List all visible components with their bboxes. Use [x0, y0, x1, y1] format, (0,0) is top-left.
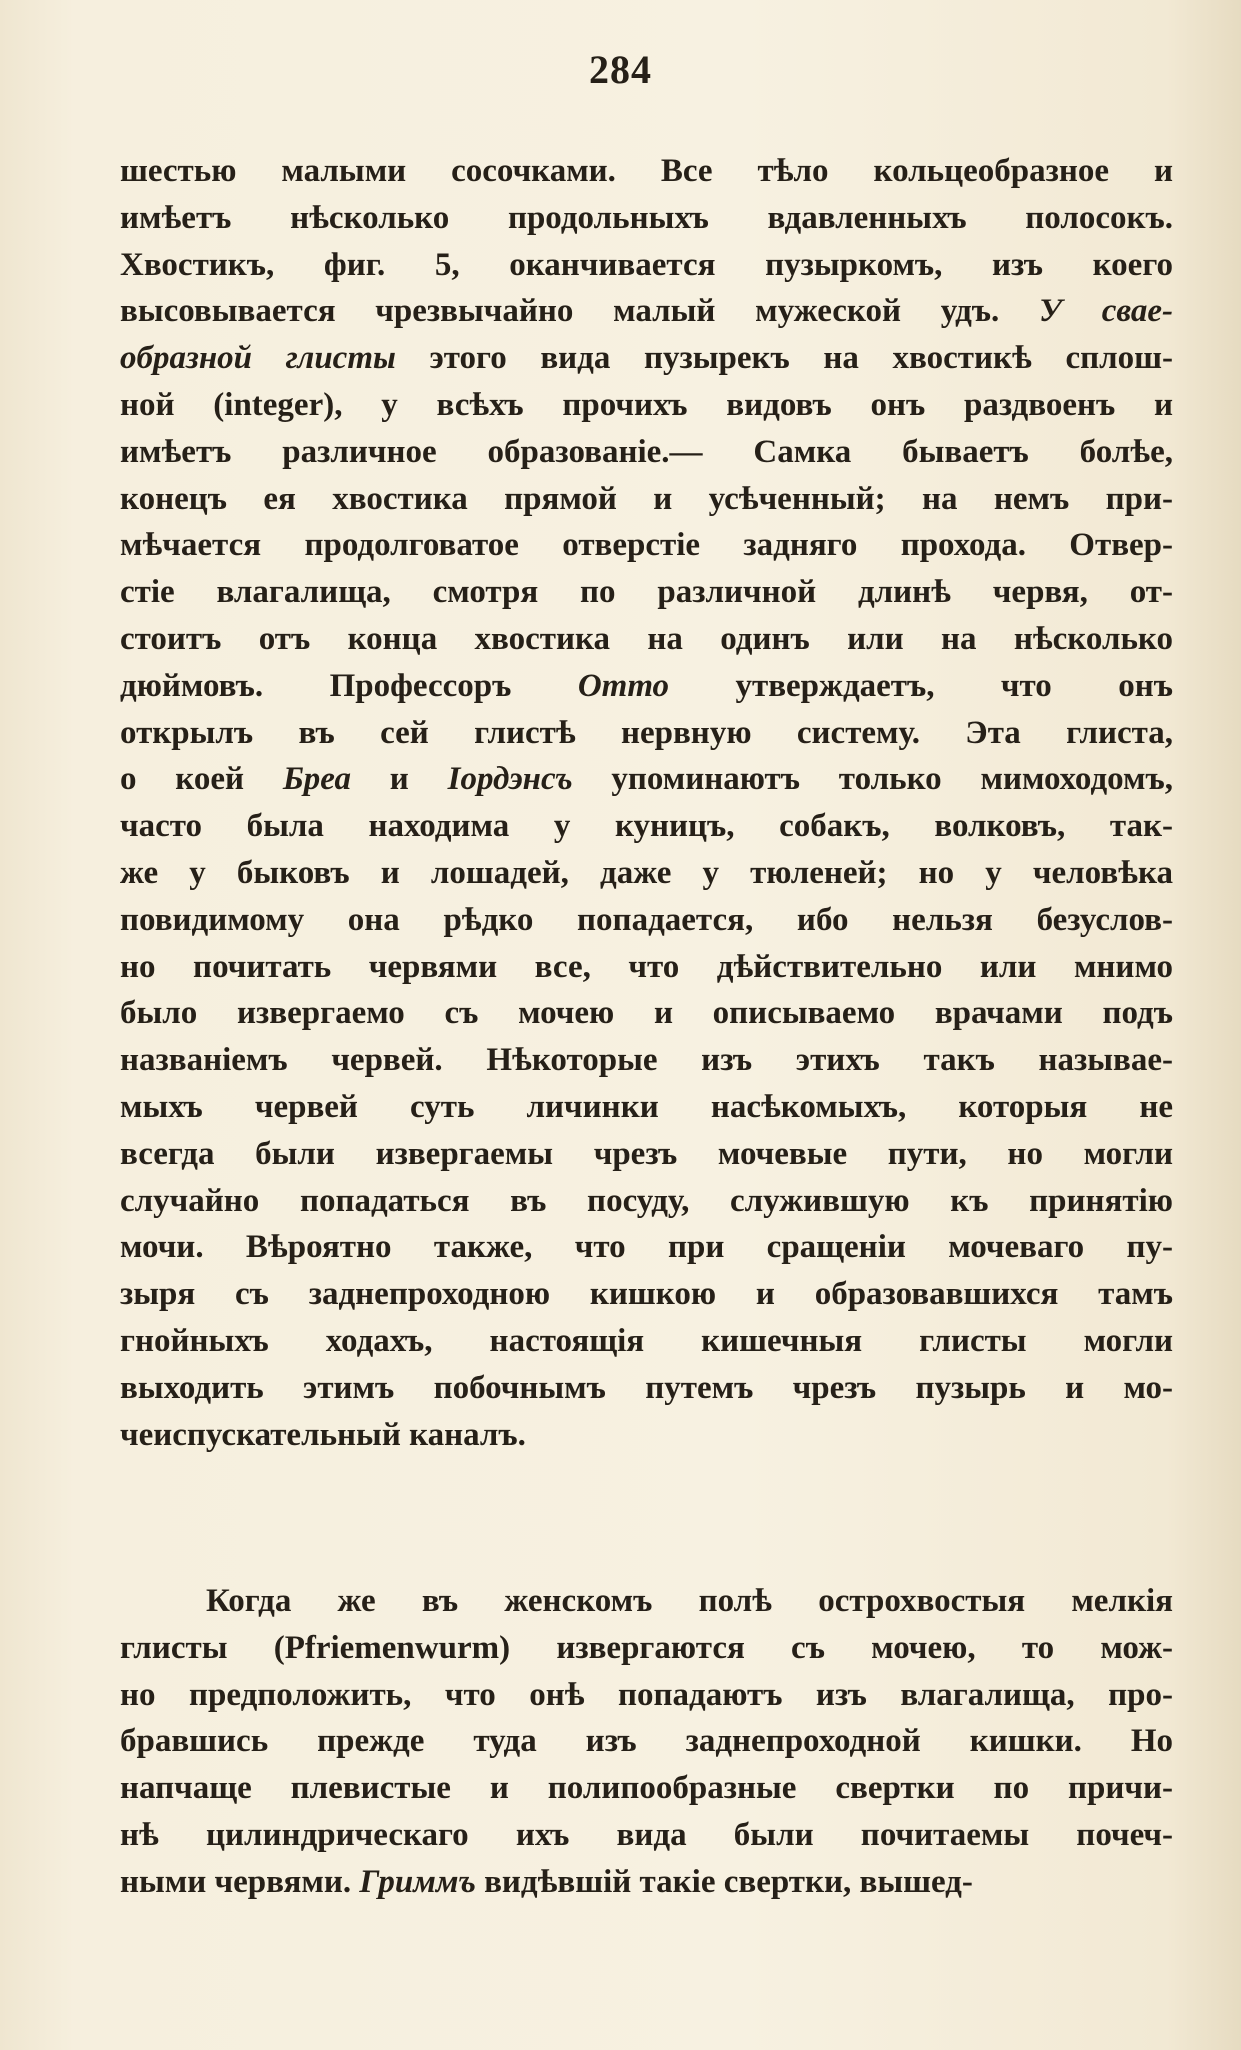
text-segment: нѣ цилиндрическаго ихъ вида были почитаемы почеч-	[120, 1816, 1173, 1853]
italic-name: Бреа	[282, 761, 352, 798]
text-segment: высовывается чрезвычайно малый мужеской удъ.	[120, 293, 1040, 330]
text-line	[120, 1224, 1173, 1271]
text-segment: зыря съ заднепроходною кишкою и образовавшихся тамъ	[120, 1276, 1173, 1313]
text-segment: шестью малыми сосочками. Все тѣло кольцеобразное и	[120, 153, 1173, 189]
text-line	[120, 195, 1173, 242]
text-line	[120, 1178, 1173, 1225]
text-line	[120, 242, 1173, 289]
text-line	[120, 569, 1173, 616]
text-line	[120, 850, 1173, 897]
paragraph	[120, 1578, 1173, 1906]
text-line	[120, 1578, 1173, 1625]
text-line	[120, 897, 1173, 944]
text-segment: дюймовъ. Профессоръ	[120, 667, 578, 704]
text-segment: повидимому она рѣдко попадается, ибо нельзя безуслов-	[120, 901, 1173, 938]
text-segment: мочи. Вѣроятно также, что при сращеніи мочеваго пу-	[120, 1229, 1173, 1266]
italic-name: Iордэнсъ	[447, 761, 573, 798]
text-segment: ной (integer), у всѣхъ прочихъ видовъ онъ раздвоенъ и	[120, 386, 1173, 423]
text-segment: было извергаемо съ мочею и описываемо врачами подъ	[120, 995, 1173, 1032]
text-line	[120, 1365, 1173, 1412]
text-segment: названіемъ червей. Нѣкоторые изъ этихъ такъ называе-	[120, 1042, 1173, 1079]
text-segment: конецъ ея хвостика прямой и усѣченный; на немъ при-	[120, 480, 1173, 517]
text-line	[120, 1037, 1173, 1084]
text-segment: упоминаютъ только мимоходомъ,	[572, 761, 1174, 798]
text-segment: но предположить, что онѣ попадаютъ изъ влагалища, про-	[120, 1676, 1173, 1713]
text-line	[120, 1271, 1173, 1318]
text-line	[120, 288, 1173, 335]
text-segment: этого вида пузырекъ на хвостикѣ сплош-	[395, 340, 1173, 377]
text-segment: глисты (Pfriemenwurm) извергаются съ мочею, то мож-	[120, 1629, 1173, 1666]
paragraph	[120, 148, 1173, 1458]
text-line	[120, 1672, 1173, 1719]
text-segment: гнойныхъ ходахъ, настоящія кишечныя глисты могли	[120, 1322, 1173, 1359]
text-line	[120, 522, 1173, 569]
text-segment: Хвостикъ, фиг. 5, оканчивается пузыркомъ, изъ коего	[120, 246, 1173, 283]
text-segment: же у быковъ и лошадей, даже у тюленей; но у человѣка	[120, 854, 1173, 891]
text-line	[120, 1084, 1173, 1131]
text-line	[120, 1765, 1173, 1812]
text-segment: ными червями.	[120, 1863, 360, 1900]
text-segment: всегда были извергаемы чрезъ мочевые пути, но могли	[120, 1135, 1173, 1172]
italic-name: Отто	[577, 667, 670, 704]
text-segment: стоитъ отъ конца хвостика на одинъ или на нѣсколько	[120, 620, 1173, 657]
text-segment: мыхъ червей суть личинки насѣкомыхъ, которыя не	[120, 1088, 1173, 1125]
text-line	[120, 944, 1173, 991]
text-segment: выходить этимъ побочнымъ путемъ чрезъ пузырь и мо-	[120, 1369, 1173, 1406]
text-line	[120, 616, 1173, 663]
text-line	[120, 1318, 1173, 1365]
text-segment: открылъ въ сей глистѣ нервную систему. Эта глиста,	[120, 714, 1173, 751]
text-line	[120, 476, 1173, 523]
text-line	[120, 990, 1173, 1037]
text-line	[120, 335, 1173, 382]
italic-name: Гриммъ	[359, 1863, 476, 1900]
text-segment: Когда же въ женскомъ полѣ острохвостыя мелкія	[206, 1583, 1173, 1619]
text-line	[120, 1859, 1173, 1906]
text-segment: но почитать червями все, что дѣйствительно или мнимо	[120, 948, 1173, 985]
text-line	[120, 382, 1173, 429]
text-line	[120, 148, 1173, 195]
text-segment: о коей	[120, 761, 283, 798]
text-line	[120, 1625, 1173, 1672]
text-segment: напчаще плевистые и полипообразные свертки по причи-	[120, 1770, 1173, 1807]
italic-name: образной глисты	[120, 340, 396, 377]
text-line	[120, 803, 1173, 850]
text-line	[120, 1718, 1173, 1765]
text-segment: мѣчается продолговатое отверстіе задняго прохода. Отвер-	[120, 527, 1173, 564]
page-number: 284	[589, 47, 652, 92]
text-line	[120, 710, 1173, 757]
text-segment: случайно попадаться въ посуду, служившую къ принятію	[120, 1182, 1173, 1219]
text-segment: видѣвшій такіе свертки, вышед-	[475, 1863, 973, 1900]
text-line	[120, 756, 1173, 803]
text-segment: стіе влагалища, смотря по различной длинѣ червя, от-	[120, 574, 1173, 611]
text-line	[120, 1412, 1173, 1459]
text-segment: бравшись прежде туда изъ заднепроходной кишки. Но	[120, 1723, 1173, 1760]
text-segment: часто была находима у куницъ, собакъ, волковъ, так-	[120, 808, 1173, 845]
text-segment: имѣетъ нѣсколько продольныхъ вдавленныхъ полосокъ.	[120, 199, 1173, 236]
text-segment: имѣетъ различное образованіе.— Самка бываетъ болѣе,	[120, 433, 1173, 470]
text-line	[120, 663, 1173, 710]
text-segment: чеиспускательный каналъ.	[120, 1416, 526, 1453]
text-segment: и	[351, 761, 448, 798]
text-segment: утверждаетъ, что онъ	[669, 667, 1173, 704]
text-line	[120, 1131, 1173, 1178]
text-line	[120, 429, 1173, 476]
text-line	[120, 1812, 1173, 1859]
italic-name: У свае-	[1039, 293, 1173, 330]
